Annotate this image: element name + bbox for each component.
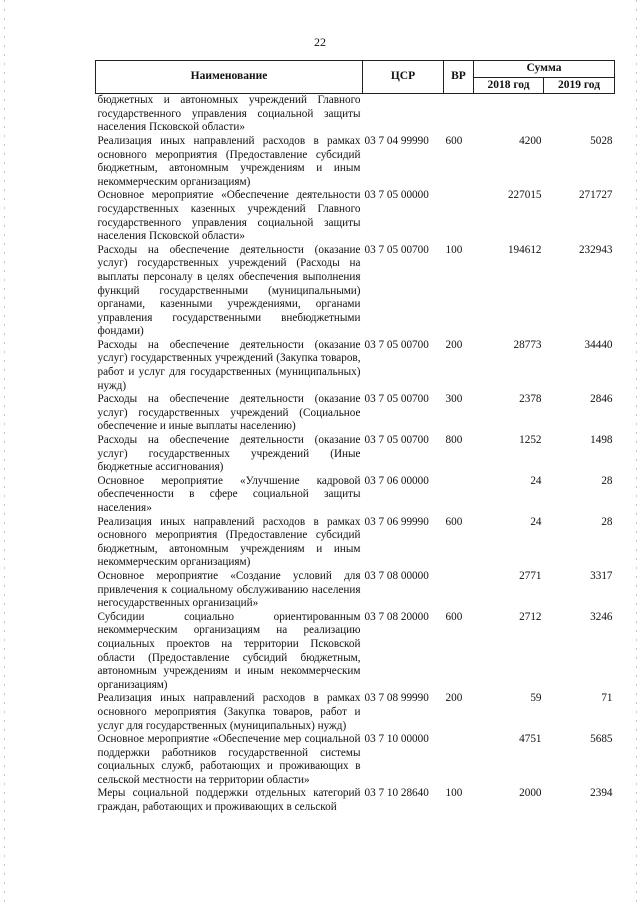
row-vr: 600 [445, 610, 463, 623]
row-2018: 2378 [519, 393, 542, 406]
row-vr: 100 [445, 787, 463, 800]
row-vr [444, 475, 474, 516]
row-2019: 1498 [590, 434, 613, 447]
row-name: Меры социальной поддержки отдельных категорий граждан, работающих и проживающих в сельской [97, 787, 361, 814]
table-row [96, 611, 615, 693]
row-2018: 194612 [507, 243, 542, 256]
row-2019 [544, 94, 615, 135]
row-2018: 59 [530, 692, 542, 705]
row-vr [444, 733, 474, 787]
row-vr [444, 94, 474, 135]
row-2018: 24 [530, 515, 542, 528]
row-csr: 03 7 10 28640 [364, 787, 429, 800]
row-2018: 28773 [513, 338, 542, 351]
row-2019: 3246 [590, 610, 613, 623]
row-2019: 28 [601, 515, 613, 528]
row-name: Основное мероприятие «Обеспечение деятельности государственных казенных учреждений Главного государственного управления социальной защиты населения Псковской области» [97, 189, 361, 243]
row-vr [444, 189, 474, 243]
row-csr: 03 7 05 00700 [364, 434, 429, 447]
scan-edge-left [4, 0, 5, 905]
row-2018 [474, 94, 544, 135]
header-year-2019: 2019 год [544, 77, 615, 94]
row-name: Основное мероприятие «Создание условий для привлечения к социальному обслуживанию населения негосударственных организаций» [97, 569, 361, 610]
row-csr: 03 7 08 99990 [364, 692, 429, 705]
table-row [96, 434, 615, 475]
row-vr: 200 [445, 692, 463, 705]
row-csr: 03 7 08 20000 [364, 610, 429, 623]
row-2019: 3317 [590, 569, 613, 582]
row-2018: 2000 [519, 787, 542, 800]
table-row [96, 94, 615, 135]
row-name: Расходы на обеспечение деятельности (оказание услуг) государственных учреждений (Расходы на выплаты персоналу в целях обеспечения выполнения функций государственными (муниципальными) органами, казенными учреждениями, органами управления государственными внебюджетными фондами) [97, 243, 361, 338]
header-csr: ЦСР [363, 61, 444, 94]
row-csr: 03 7 06 00000 [364, 474, 429, 487]
row-name: Расходы на обеспечение деятельности (оказание услуг) государственных учреждений (Иные бюджетные ассигнования) [97, 434, 361, 474]
row-vr: 200 [445, 338, 463, 351]
row-vr: 300 [445, 393, 463, 406]
table-body [96, 94, 615, 815]
row-csr: 03 7 05 00700 [364, 243, 429, 256]
row-vr: 800 [445, 434, 463, 447]
header-name: Наименование [96, 61, 363, 94]
table-row [96, 244, 615, 339]
table-row [96, 733, 615, 787]
row-name: Расходы на обеспечение деятельности (оказание услуг) государственных учреждений (Закупка товаров, работ и услуг для государственных (муниципальных) нужд) [97, 338, 361, 392]
row-2019: 28 [601, 474, 613, 487]
table-row [96, 787, 615, 814]
row-2018: 1252 [519, 434, 542, 447]
row-2019: 2394 [590, 787, 613, 800]
table-row [96, 570, 615, 611]
table-header [96, 61, 615, 94]
row-name: Реализация иных направлений расходов в рамках основного мероприятия (Предоставление субсидий бюджетным, автономным учреждениям и иным некоммерческим организациям) [97, 134, 361, 188]
row-2019: 2846 [590, 393, 613, 406]
row-2019: 271727 [578, 189, 613, 202]
header-sum: Сумма [474, 61, 615, 78]
table-row [96, 692, 615, 733]
table-row [96, 475, 615, 516]
row-2019: 5685 [590, 733, 613, 746]
row-name: Субсидии социально ориентированным некоммерческим организациям на реализацию социальных проектов на территории Псковской области (Предоставление субсидий бюджетным, автономным учреждениям и иным некоммерческим организациям) [97, 610, 361, 691]
row-2019: 5028 [590, 134, 613, 147]
row-csr [363, 94, 444, 135]
row-name: Расходы на обеспечение деятельности (оказание услуг) государственных учреждений (Социальное обеспечение и иные выплаты населению) [97, 393, 361, 433]
row-vr: 600 [445, 515, 463, 528]
row-vr: 100 [445, 243, 463, 256]
row-2018: 227015 [507, 189, 542, 202]
row-name: Основное мероприятие «Улучшение кадровой обеспеченности в сфере социальной защиты населения» [97, 474, 361, 514]
row-name: Реализация иных направлений расходов в рамках основного мероприятия (Предоставление субсидий бюджетным, автономным учреждениям и иным некоммерческим организациям) [97, 515, 361, 569]
scan-edge-right [636, 0, 637, 905]
table-row [96, 135, 615, 189]
row-2018: 2712 [519, 610, 542, 623]
row-csr: 03 7 05 00700 [364, 338, 429, 351]
row-vr: 600 [445, 134, 463, 147]
row-2018: 24 [530, 474, 542, 487]
row-2018: 4751 [519, 733, 542, 746]
table-row [96, 339, 615, 393]
row-csr: 03 7 04 99990 [364, 134, 429, 147]
table-row [96, 189, 615, 243]
row-name: Реализация иных направлений расходов в рамках основного мероприятия (Закупка товаров, работ и услуг для государственных (муниципальных) нужд) [97, 692, 361, 732]
page-number: 22 [314, 35, 326, 49]
row-csr: 03 7 05 00700 [364, 393, 429, 406]
table-row [96, 393, 615, 434]
row-2018: 4200 [519, 134, 542, 147]
budget-table [95, 60, 615, 815]
header-vr: ВР [444, 61, 474, 94]
row-csr: 03 7 05 00000 [364, 189, 429, 202]
row-name: бюджетных и автономных учреждений Главного государственного управления социальной защиты населения Псковской области» [97, 94, 361, 134]
row-2019: 71 [601, 692, 613, 705]
row-2019: 232943 [578, 243, 613, 256]
table-row [96, 516, 615, 570]
row-name: Основное мероприятие «Обеспечение мер социальной поддержки работников государственной системы социальных служб, работающих и проживающих в сельской местности на территории области» [97, 733, 361, 786]
row-csr: 03 7 10 00000 [364, 733, 429, 746]
row-csr: 03 7 08 00000 [364, 569, 429, 582]
row-csr: 03 7 06 99990 [364, 515, 429, 528]
row-2019: 34440 [584, 338, 613, 351]
row-2018: 2771 [519, 569, 542, 582]
header-year-2018: 2018 год [474, 77, 544, 94]
row-vr [444, 570, 474, 611]
